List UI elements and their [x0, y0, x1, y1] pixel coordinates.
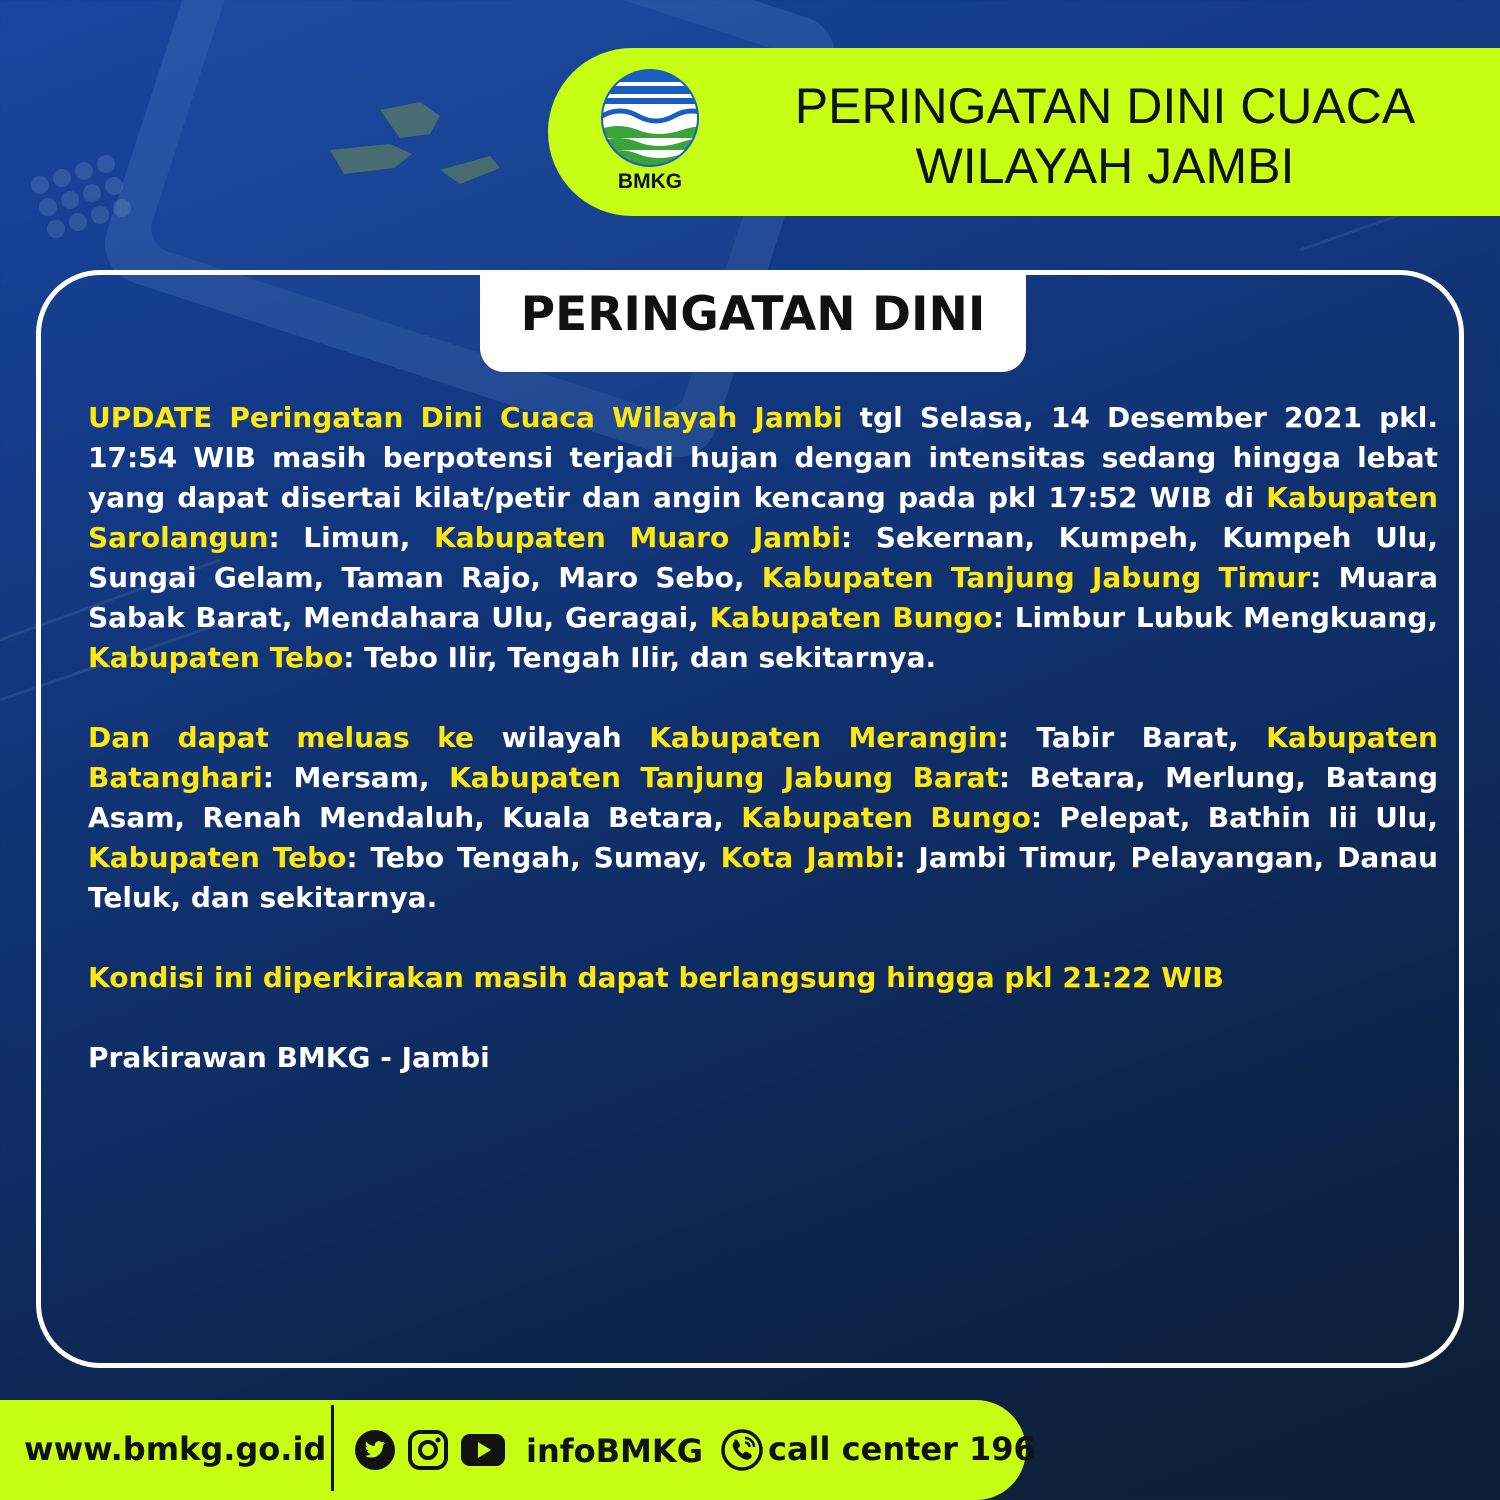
- text-segment: : Limun,: [268, 521, 435, 554]
- social-handle[interactable]: infoBMKG: [526, 1432, 703, 1470]
- text-segment: : Jambi Timur, Pelayangan, Danau Teluk, dan sekitarnya.: [88, 841, 1438, 914]
- instagram-icon[interactable]: [407, 1429, 449, 1471]
- text-segment: : Limbur Lubuk Mengkuang,: [992, 601, 1438, 634]
- call-center[interactable]: call center 196: [768, 1430, 1036, 1468]
- regency-name: Kabupaten Bungo: [741, 801, 1031, 834]
- regency-name: Kabupaten Batanghari: [88, 721, 1438, 794]
- title-line-2: WILAYAH JAMBI: [915, 138, 1295, 194]
- regency-name: Kabupaten Tebo: [88, 641, 344, 674]
- phone-icon[interactable]: [720, 1428, 764, 1472]
- title-line-1: PERINGATAN DINI CUACA: [794, 78, 1416, 134]
- regency-name: Kabupaten Tanjung Jabung Barat: [449, 761, 999, 794]
- text-segment: : Betara, Merlung, Batang Asam, Renah Mendaluh, Kuala Betara,: [88, 761, 1438, 834]
- text-segment: : Pelepat, Bathin Iii Ulu,: [1030, 801, 1438, 834]
- regency-name: Kabupaten Merangin: [649, 721, 998, 754]
- bmkg-logo: [598, 68, 702, 194]
- regency-name: Kabupaten Bungo: [709, 601, 993, 634]
- city-name: Kota Jambi: [720, 841, 895, 874]
- website-link[interactable]: www.bmkg.go.id: [24, 1430, 327, 1468]
- text-segment: wilayah: [474, 721, 650, 754]
- footer-divider: [331, 1405, 334, 1491]
- logo-text: BMKG: [617, 170, 683, 193]
- regency-name: Kabupaten Tanjung Jabung Timur: [761, 561, 1311, 594]
- text-segment: : Mersam,: [262, 761, 450, 794]
- text-segment: : Muara Sabak Barat, Mendahara Ulu, Geragai,: [88, 561, 1439, 634]
- signature: Prakirawan BMKG - Jambi: [88, 1041, 490, 1074]
- warning-paragraph-2: [88, 718, 1438, 918]
- warning-update-heading: UPDATE Peringatan Dini Cuaca Wilayah Jambi: [88, 401, 843, 434]
- warning-text: [88, 398, 1438, 1118]
- regency-name: Kabupaten Sarolangun: [88, 481, 1438, 554]
- expansion-heading: Dan dapat meluas ke: [88, 721, 474, 754]
- text-segment: : Sekernan, Kumpeh, Kumpeh Ulu, Sungai Gelam, Taman Rajo, Maro Sebo,: [88, 521, 1438, 594]
- youtube-icon[interactable]: [460, 1432, 506, 1468]
- text-segment: : Tebo Ilir, Tengah Ilir, dan sekitarnya.: [343, 641, 937, 674]
- twitter-icon[interactable]: [354, 1429, 396, 1471]
- text-segment: : Tabir Barat,: [997, 721, 1267, 754]
- regency-name: Kabupaten Tebo: [88, 841, 347, 874]
- duration-note: Kondisi ini diperkirakan masih dapat berlangsung hingga pkl 21:22 WIB: [88, 961, 1224, 994]
- text-segment: tgl Selasa, 14 Desember 2021 pkl. 17:54 WIB masih berpotensi terjadi hujan dengan intensitas sedang hingga lebat yang dapat disertai kilat/petir dan angin kencang pada pkl 17:52 WIB di: [88, 401, 1438, 514]
- regency-name: Kabupaten Muaro Jambi: [434, 521, 841, 554]
- panel-title: PERINGATAN DINI: [520, 287, 986, 342]
- text-segment: : Tebo Tengah, Sumay,: [346, 841, 721, 874]
- warning-paragraph-1: [88, 398, 1438, 678]
- page-title: [790, 76, 1420, 196]
